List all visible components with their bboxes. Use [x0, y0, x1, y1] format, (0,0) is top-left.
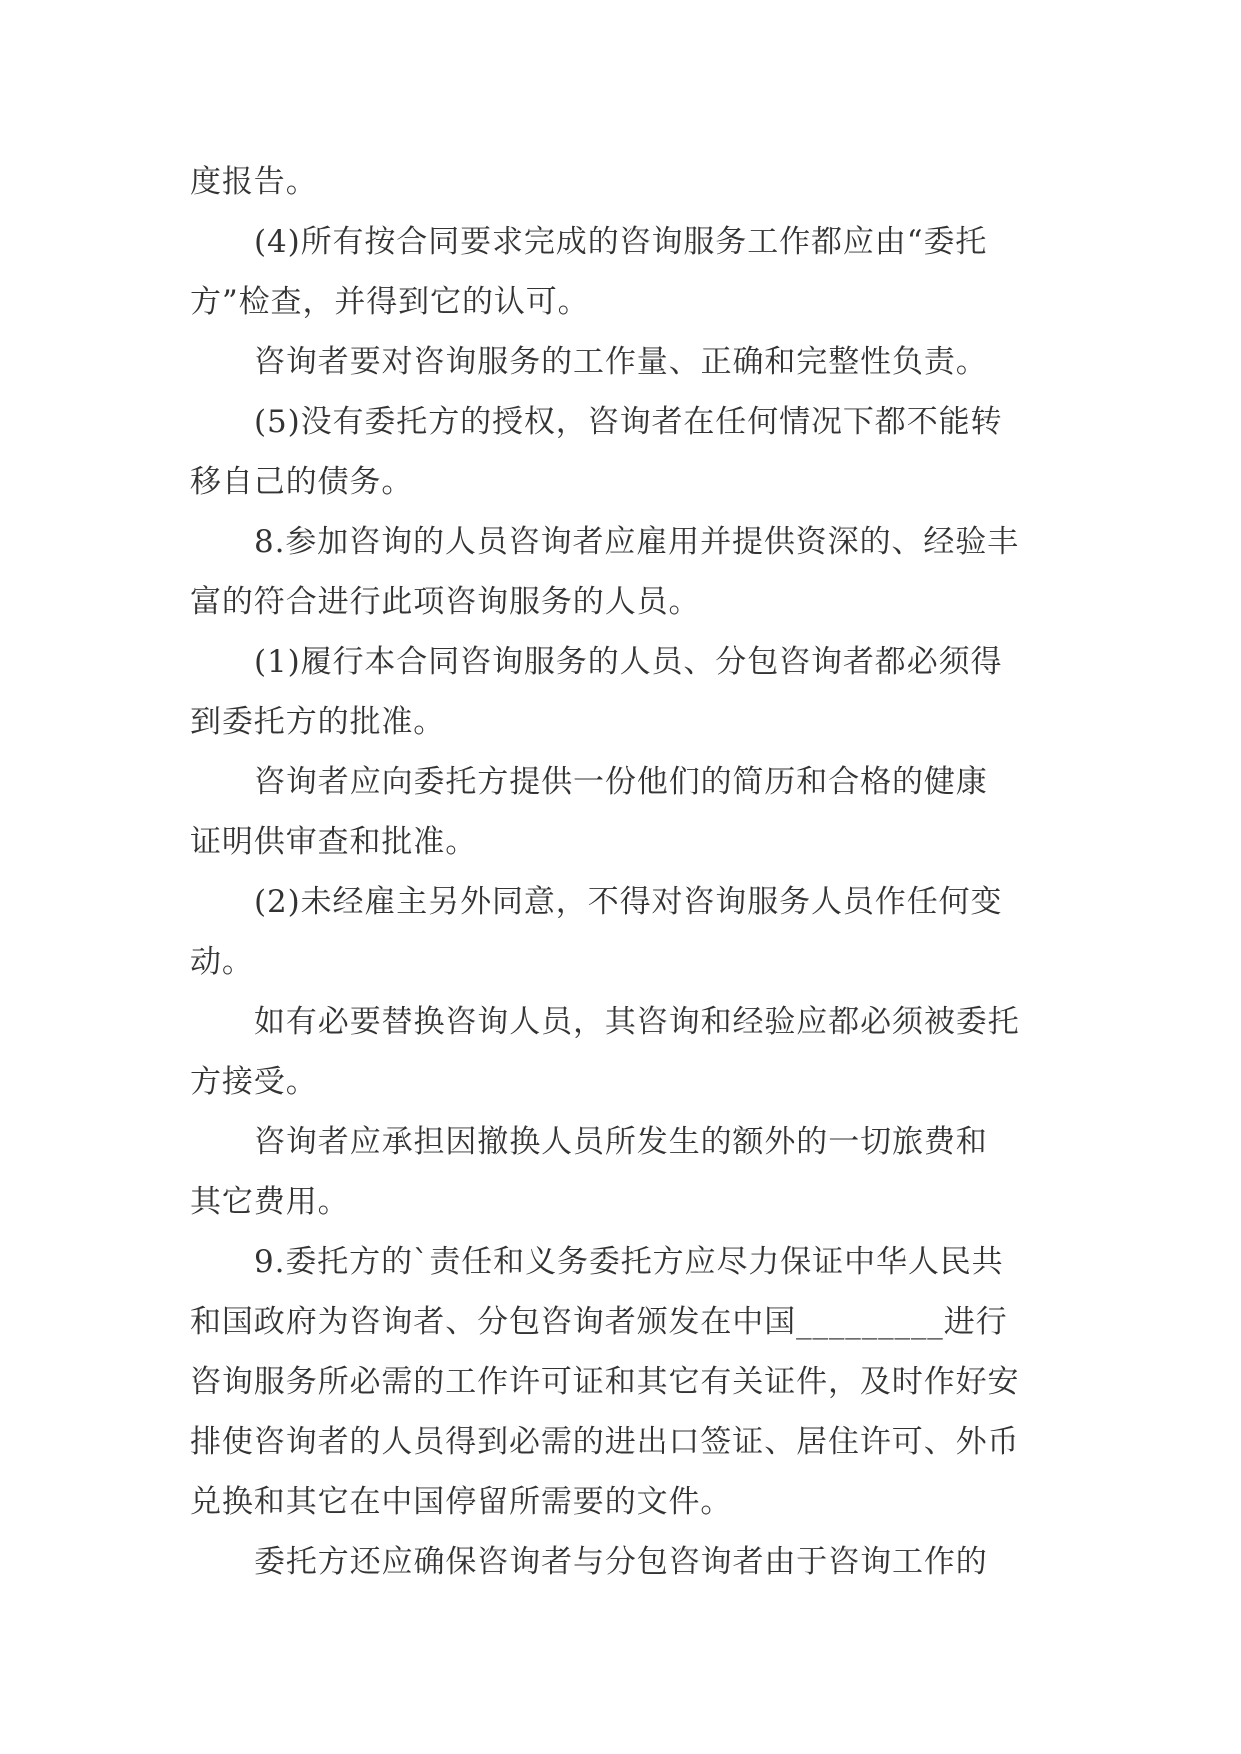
text-line: (5)没有委托方的授权，咨询者在任何情况下都不能转 [254, 404, 1003, 440]
text-line: 委托方还应确保咨询者与分包咨询者由于咨询工作的 [254, 1544, 988, 1580]
text-line: 其它费用。 [190, 1184, 350, 1220]
text-line: (1)履行本合同咨询服务的人员、分包咨询者都必须得 [254, 644, 1003, 680]
text-line: 到委托方的批准。 [190, 704, 446, 740]
text-line: 8.参加咨询的人员咨询者应雇用并提供资深的、经验丰 [254, 524, 1020, 560]
text-line: 9.委托方的`责任和义务委托方应尽力保证中华人民共 [254, 1244, 1004, 1280]
text-line: 咨询者要对咨询服务的工作量、正确和完整性负责。 [254, 344, 988, 380]
text-line: 咨询服务所必需的工作许可证和其它有关证件，及时作好安 [190, 1364, 1020, 1400]
text-line: 富的符合进行此项咨询服务的人员。 [190, 584, 701, 620]
text-line: 方”检查，并得到它的认可。 [190, 284, 590, 320]
text-line: 咨询者应向委托方提供一份他们的简历和合格的健康 [254, 764, 988, 800]
text-line: 方接受。 [190, 1064, 318, 1100]
text-line: 咨询者应承担因撤换人员所发生的额外的一切旅费和 [254, 1124, 988, 1160]
text-line: 和国政府为咨询者、分包咨询者颁发在中国_________进行 [190, 1304, 1008, 1340]
text-line: 如有必要替换咨询人员，其咨询和经验应都必须被委托 [254, 1004, 1020, 1040]
text-line: 排使咨询者的人员得到必需的进出口签证、居住许可、外币 [190, 1424, 1020, 1460]
document-body [190, 152, 1050, 1592]
text-line: 兑换和其它在中国停留所需要的文件。 [190, 1484, 733, 1520]
text-line: 移自己的债务。 [190, 464, 414, 500]
text-line: (2)未经雇主另外同意，不得对咨询服务人员作任何变 [254, 884, 1003, 920]
text-line: (4)所有按合同要求完成的咨询服务工作都应由“委托 [254, 224, 988, 260]
text-line: 证明供审查和批准。 [190, 824, 478, 860]
text-line: 度报告。 [190, 164, 318, 200]
text-line: 动。 [190, 944, 254, 980]
